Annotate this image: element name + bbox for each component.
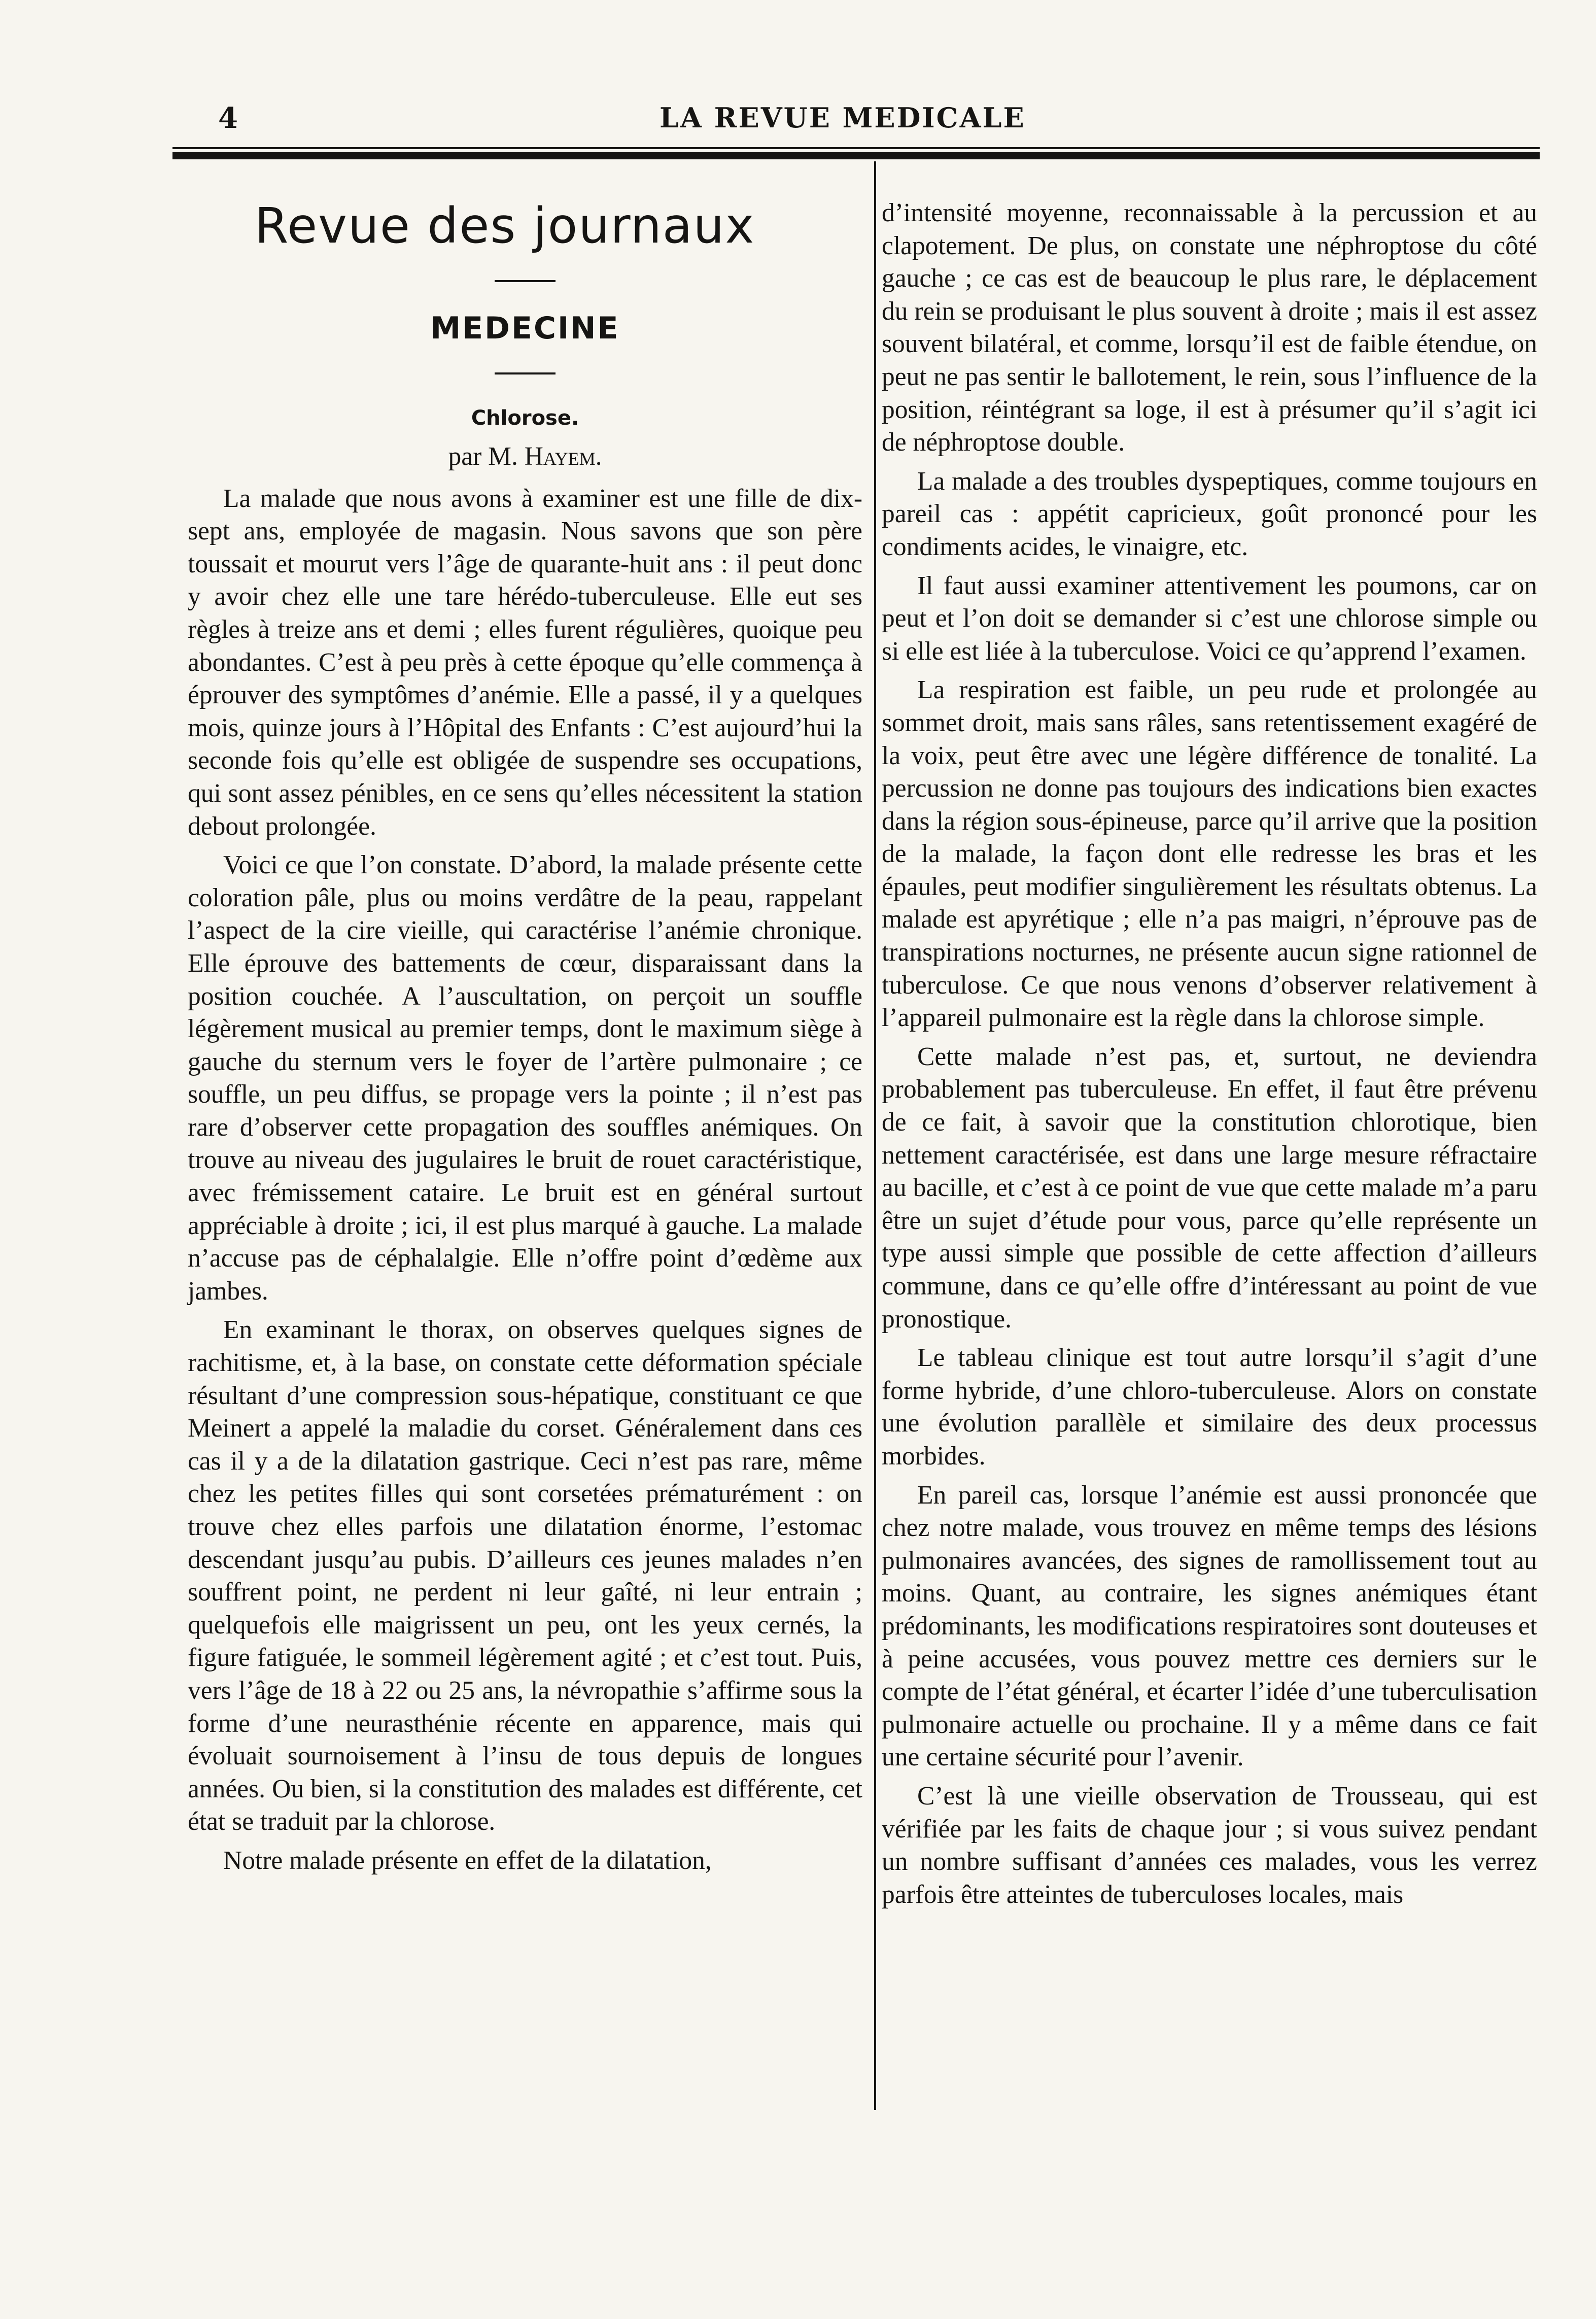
paragraph: En pareil cas, lorsque l’anémie est aussi prononcée que chez notre malade, vous trouvez en même temps des lésions pulmonaires avancées, des signes de ramollissement tout au moins. Quant, au contraire, les signes anémiques étant prédominants, les modifications respiratoires sont douteuses et à peine accusées, vous pouvez mettre ces derniers sur le compte de l’état général, et écarter l’idée d’une tuberculisation pulmonaire actuelle ou prochaine. Il y a même dans ce fait une certaine sécurité pour l’avenir. xyxy=(882,1480,1537,1772)
paragraph: La respiration est faible, un peu rude et prolongée au sommet droit, mais sans râles, sans retentissement exagéré de la voix, peut être avec une légère différence de tonalité. La percussion ne donne pas toujours des indications bien exactes dans la région sous-épineuse, parce qu’il arrive que la position de la malade, la façon dont elle redresse les bras et les épaules, peut modifier singulièrement les résultats obtenus. La malade est apyrétique ; elle n’a pas maigri, n’éprouve pas de transpirations nocturnes, ne présente aucun signe rationnel de tuberculose. Ce que nous venons d’observer relativement à l’appareil pulmonaire est la règle dans la chlorose simple. xyxy=(882,675,1537,1033)
header-rule-thin xyxy=(172,147,1540,149)
paragraph: Il faut aussi examiner attentivement les poumons, car on peut et l’on doit se demander si c’est une chlorose simple ou si elle est liée à la tuberculose. Voici ce qu’apprend l’examen. xyxy=(882,571,1537,666)
author-name: Hayem. xyxy=(524,442,602,471)
paragraph: C’est là une vieille observation de Trousseau, qui est vérifiée par les faits de chaque jour ; si vous suivez pendant un nombre suffisant d’années ces malades, vous les verrez parfois être atteintes de tuberculoses locales, mais xyxy=(882,1781,1537,1909)
section-divider xyxy=(495,372,556,374)
article-title: Chlorose. xyxy=(471,406,579,430)
author-prefix: par M. xyxy=(448,442,518,471)
left-column xyxy=(188,198,862,1878)
article-author xyxy=(188,440,862,473)
continued-paragraph: d’intensité moyenne, reconnaissable à la percussion et au clapotement. De plus, on constate une néphroptose du côté gauche ; ce cas est de beaucoup le plus rare, le déplacement du rein se produisant le plus souvent à droite ; mais il est assez souvent bilatéral, et comme, lorsqu’il est de faible étendue, on peut ne pas sentir le ballotement, le rein, sous l’influence de la position, réintégrant sa loge, il est à présumer qu’il s’agit ici de néphroptose double. xyxy=(882,198,1537,457)
right-column xyxy=(882,197,1537,1911)
paragraph: La malade a des troubles dyspeptiques, comme toujours en pareil cas : appétit capricieux, goût prononcé pour les condiments acides, le vinaigre, etc. xyxy=(882,466,1537,561)
title-divider xyxy=(495,280,556,282)
paragraph: Cette malade n’est pas, et, surtout, ne deviendra probablement pas tuberculeuse. En effet, il faut être prévenu de ce fait, à savoir que la constitution chlorotique, bien nettement caractérisée, est dans une large mesure réfractaire au bacille, et c’est à ce point de vue que cette malade m’a paru être un sujet d’étude pour vous, parce qu’elle représente un type aussi simple que possible de cette affection d’ailleurs commune, dans ce qu’elle offre d’intéressant au point de vue pronostique. xyxy=(882,1042,1537,1334)
paragraph: Voici ce que l’on constate. D’abord, la malade présente cette coloration pâle, plus ou moins verdâtre de la peau, rappelant l’aspect de la cire vieille, qui caractérise l’anémie chronique. Elle éprouve des battements de cœur, disparaissant dans la position couchée. A l’auscultation, on perçoit un souffle légèrement musical au premier temps, dont le maximum siège à gauche du sternum vers le foyer de l’artère pulmonaire ; ce souffle, un peu diffus, se propage vers la pointe ; il n’est pas rare d’observer cette propagation des souffles anémiques. On trouve au niveau des jugulaires le bruit de rouet caractéristique, avec frémissement cataire. Le bruit est en général surtout appréciable à droite ; ici, il est plus marqué à gauche. La malade n’accuse pas de céphalalgie. Elle n’offre point d’œdème aux jambes. xyxy=(188,850,862,1306)
journal-title: Revue des journaux xyxy=(254,197,755,254)
column-divider xyxy=(874,161,876,2110)
paragraph: La malade que nous avons à examiner est une fille de dix-sept ans, employée de magasin. Nous savons que son père toussait et mourut vers l’âge de quarante-huit ans : il peut donc y avoir chez elle une tare hérédo-tuberculeuse. Elle eut ses règles à treize ans et demi ; elles furent régulières, quoique peu abondantes. C’est à peu près à cette époque qu’elle commença à éprouver des symptômes d’anémie. Elle a passé, il y a quelques mois, quinze jours à l’Hôpital des Enfants : C’est aujourd’hui la seconde fois qu’elle est obligée de suspendre ses occupations, qui sont assez pénibles, en ce sens qu’elles nécessitent la station debout prolongée. xyxy=(188,484,862,841)
section-title: MEDECINE xyxy=(430,311,620,346)
paragraph: Notre malade présente en effet de la dilatation, xyxy=(223,1846,712,1875)
paragraph: En examinant le thorax, on observes quelques signes de rachitisme, et, à la base, on constate cette déformation spéciale résultant d’une compression sous-hépatique, constituant ce que Meinert a appelé la maladie du corset. Généralement dans ces cas il y a de la dilatation gastrique. Ceci n’est pas rare, même chez les petites filles qui sont corsetées prématurément : on trouve chez elles parfois une dilatation énorme, l’estomac descendant jusqu’au pubis. D’ailleurs ces jeunes malades n’en souffrent point, ne perdent ni leur gaîté, ni leur entrain ; quelquefois elle maigrissent un peu, ont les yeux cernés, la figure fatiguée, le sommeil légèrement agité ; et c’est tout. Puis, vers l’âge de 18 à 22 ou 25 ans, la névropathie s’affirme sous la forme d’une neurasthénie récente en apparence, mais qui évoluait sournoisement à l’insu de tous depuis de longues années. Ou bien, si la constitution des malades est différente, cet état se traduit par la chlorose. xyxy=(188,1315,862,1836)
page-number: 4 xyxy=(218,101,238,135)
paragraph: Le tableau clinique est tout autre lorsqu’il s’agit d’une forme hybride, d’une chloro-tuberculeuse. Alors on constate une évolution parallèle et similaire des deux processus morbides. xyxy=(882,1343,1537,1471)
header-rule-thick xyxy=(172,152,1540,159)
running-title: LA REVUE MEDICALE xyxy=(660,101,1026,134)
